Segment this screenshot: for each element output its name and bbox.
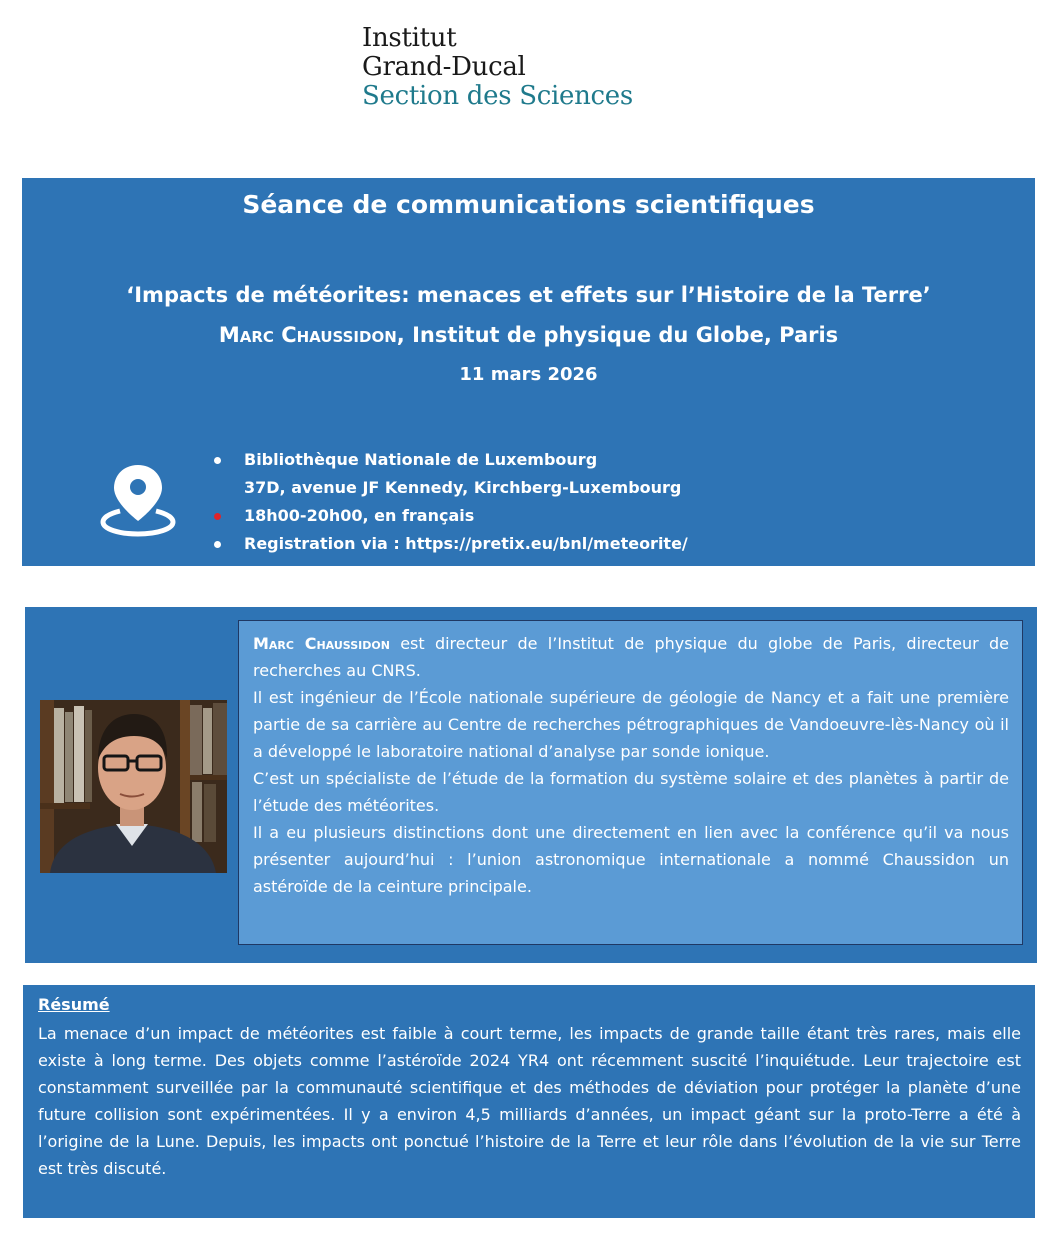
event-date: 11 mars 2026 — [459, 364, 598, 385]
address-item — [244, 474, 688, 502]
logo-line-grand-ducal: Grand-Ducal — [362, 52, 526, 82]
bio-paragraph-4: Il a eu plusieurs distinctions dont une directement en lien avec la conférence qu’il va nous présenter aujourd’hui : l’union astronomique internationale a nommé Chaussidon un astéroïde de la ceinture principale. — [253, 823, 1009, 896]
logo-line-section: Section des Sciences — [362, 81, 633, 111]
bio-text-box — [238, 620, 1023, 945]
bullet-dot — [214, 541, 221, 548]
resume-title: Résumé — [38, 995, 110, 1014]
bio-speaker-name: Marc Chaussidon — [253, 634, 390, 653]
talk-title: ‘Impacts de météorites: menaces et effets sur l’Histoire de la Terre’ — [126, 283, 931, 307]
speaker-line — [22, 323, 1035, 347]
bullet-dot-red — [214, 513, 221, 520]
institut-logo — [362, 24, 633, 111]
logo-line-institut: Institut — [362, 23, 457, 53]
bio-paragraph-1-text: est directeur de l’Institut de physique du globe de Paris, directeur de recherches au CNRS. — [253, 634, 1009, 680]
address-text: 37D, avenue JF Kennedy, Kirchberg-Luxembourg — [244, 478, 682, 497]
registration-item — [244, 530, 688, 558]
event-header-box — [22, 178, 1035, 566]
time-item — [244, 502, 688, 530]
resume-text: La menace d’un impact de météorites est faible à court terme, les impacts de grande taille étant très rares, mais elle existe à long terme. Des objets comme l’astéroïde 2024 YR4 ont récemment suscité l’inquiétude. Leur trajectoire est constamment surveillée par la communauté scientifique et des méthodes de déviation pour protéger la planète d’une future collision sont expérimentées. Il y a environ 4,5 milliards d’années, un impact géant sur la proto-Terre a été à l’origine de la Lune. Depuis, les impacts ont ponctué l’histoire de la Terre et leur rôle dans l’évolution de la vie sur Terre est très discuté. — [38, 1024, 1021, 1178]
speaker-affiliation: , Institut de physique du Globe, Paris — [396, 323, 839, 347]
speaker-name: Marc Chaussidon — [218, 323, 397, 347]
speaker-bio-box — [25, 607, 1037, 963]
speaker-photo — [40, 700, 227, 873]
time-text: 18h00-20h00, en français — [244, 506, 475, 525]
location-pin-icon — [100, 463, 176, 537]
bio-paragraph-1 — [253, 630, 1009, 684]
bullet-dot — [214, 457, 221, 464]
venue-text: Bibliothèque Nationale de Luxembourg — [244, 450, 598, 469]
resume-box — [23, 985, 1035, 1218]
venue-item — [244, 446, 688, 474]
event-details-list — [244, 446, 688, 558]
event-title: Séance de communications scientifiques — [242, 190, 815, 219]
bio-paragraph-2: Il est ingénieur de l’École nationale supérieure de géologie de Nancy et a fait une première partie de sa carrière au Centre de recherches pétrographiques de Vandoeuvre-lès-Nancy où il a développé le laboratoire national d’analyse par sonde ionique. — [253, 688, 1009, 761]
registration-link[interactable]: Registration via : https://pretix.eu/bnl/meteorite/ — [244, 534, 688, 553]
bio-paragraph-3: C’est un spécialiste de l’étude de la formation du système solaire et des planètes à partir de l’étude des météorites. — [253, 769, 1009, 815]
